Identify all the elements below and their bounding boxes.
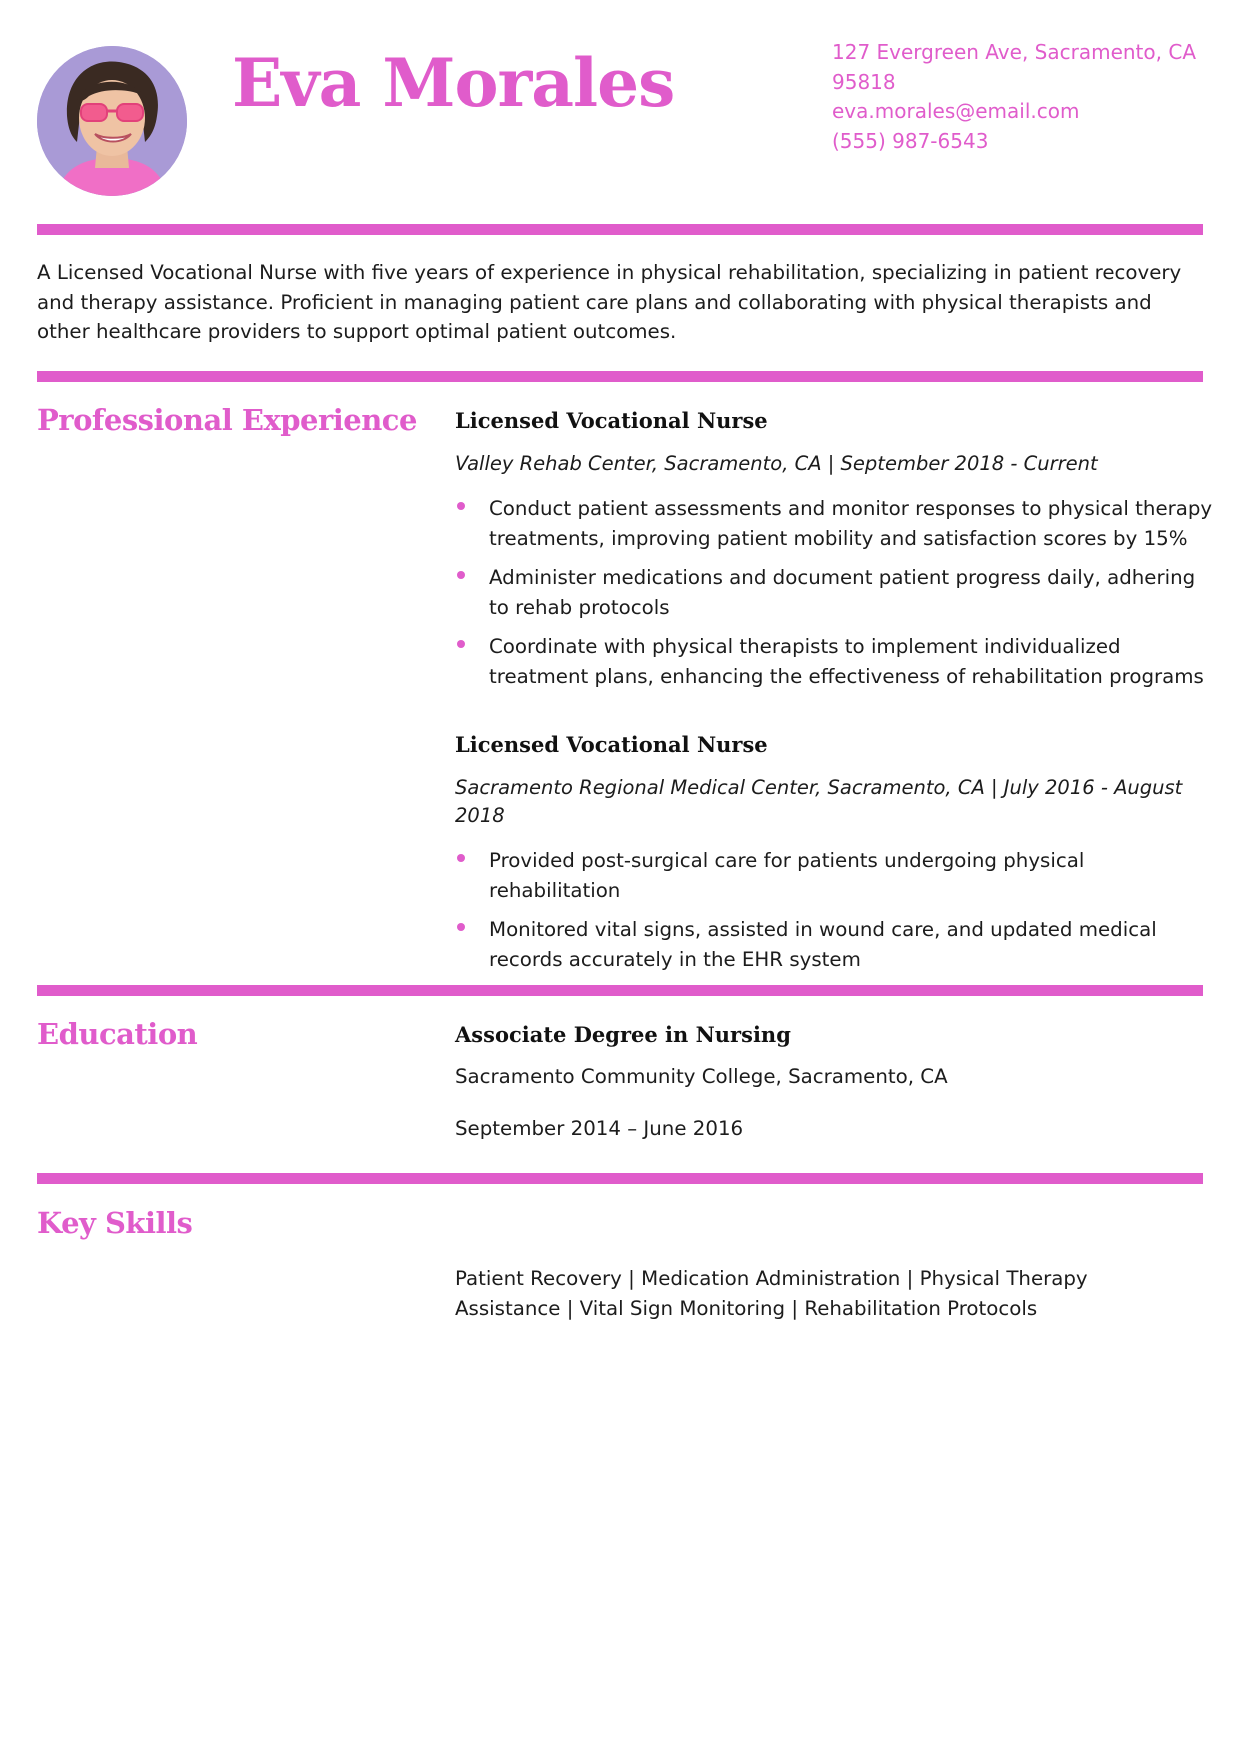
- email-link[interactable]: eva.morales@email.com: [832, 99, 1080, 123]
- profile-photo: [37, 46, 187, 196]
- divider-education: [37, 1173, 1203, 1184]
- bullet-dot-icon: [457, 923, 465, 931]
- education-section-title: Education: [37, 1017, 198, 1051]
- job-bullets: [455, 494, 1215, 691]
- list-item: Provided post-surgical care for patients undergoing physical rehabilitation: [455, 846, 1215, 905]
- employer-name: Valley Rehab Center: [455, 452, 652, 475]
- job-meta: [455, 450, 1215, 478]
- job-bullets: [455, 846, 1215, 974]
- job-title: Licensed Vocational Nurse: [455, 732, 768, 757]
- avatar-illustration-icon: [37, 46, 187, 196]
- skills-list: Patient Recovery | Medication Administration | Physical Therapy Assistance | Vital Sign Monitoring | Rehabilitation Protocols: [455, 1267, 1088, 1320]
- experience-section-title: Professional Experience: [37, 403, 417, 437]
- address-line-2: 95818: [832, 69, 896, 94]
- list-item: Administer medications and document patient progress daily, adhering to rehab protocols: [455, 563, 1215, 622]
- divider-summary: [37, 371, 1203, 382]
- job-location-dates: , Sacramento, CA | September 2018 - Current: [651, 452, 1098, 475]
- divider-experience: [37, 985, 1203, 996]
- divider-top: [37, 224, 1203, 235]
- degree-title: Associate Degree in Nursing: [455, 1022, 791, 1047]
- experience-job-1: [455, 406, 1215, 701]
- skills-section-title: Key Skills: [37, 1206, 193, 1240]
- employer-name: Sacramento Regional Medical Center: [455, 776, 816, 799]
- list-item: Monitored vital signs, assisted in wound care, and updated medical records accurately in the EHR system: [455, 915, 1215, 974]
- job-meta: [455, 774, 1215, 830]
- job-location-dates: , Sacramento, CA | July 2016 - August 2018: [455, 776, 1183, 827]
- bullet-dot-icon: [457, 502, 465, 510]
- list-item: Coordinate with physical therapists to implement individualized treatment plans, enhancing the effectiveness of rehabilitation programs: [455, 632, 1215, 691]
- school-name: Sacramento Community College, Sacramento, CA: [455, 1065, 948, 1088]
- education-dates: September 2014 – June 2016: [455, 1116, 744, 1140]
- contact-info: [832, 38, 1212, 156]
- list-item: Conduct patient assessments and monitor responses to physical therapy treatments, improving patient mobility and satisfaction scores by 15%: [455, 494, 1215, 553]
- bullet-dot-icon: [457, 640, 465, 648]
- education-entry: [455, 1020, 1215, 1143]
- job-title: Licensed Vocational Nurse: [455, 408, 768, 433]
- address-line-1: 127 Evergreen Ave, Sacramento, CA: [832, 40, 1196, 64]
- bullet-dot-icon: [457, 571, 465, 579]
- candidate-name: Eva Morales: [232, 44, 675, 122]
- resume-header: [0, 0, 1239, 220]
- bullet-dot-icon: [457, 854, 465, 862]
- phone-number: (555) 987-6543: [832, 128, 989, 153]
- professional-summary: A Licensed Vocational Nurse with five years of experience in physical rehabilitation, specializing in patient recovery and therapy assistance. Proficient in managing patient care plans and collaborating with physical therapists and other healthcare providers to support optimal patient outcomes.: [37, 261, 1182, 343]
- experience-job-2: [455, 730, 1215, 984]
